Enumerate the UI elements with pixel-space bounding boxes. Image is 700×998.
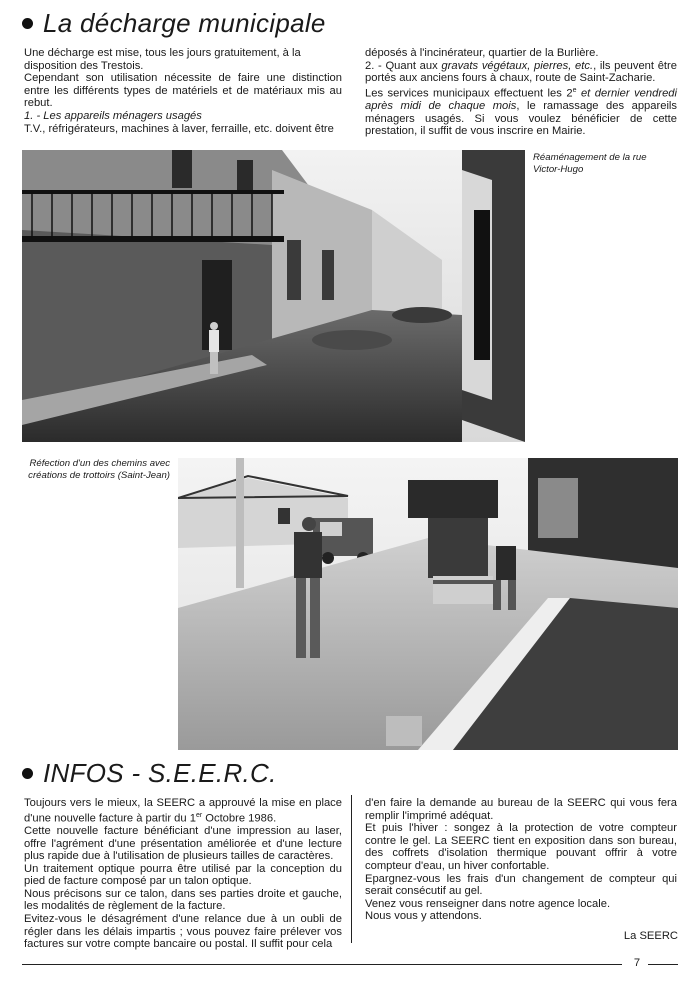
seerc-column-left	[24, 797, 342, 951]
footer-rule-right	[648, 964, 678, 965]
seerc-talon: Nous précisons sur ce talon, dans ses parties droite et gauche, les modalités de règlement de la facture.	[24, 887, 342, 913]
decharge-ramassage: Les services municipaux effectuent les 2e et dernier vendredi après midi de chaque mois, le ramassage des appareils ménagers usagés. Si vous voulez bénéficier de cette prestation, il suffit de vous inscrire en Mairie.	[365, 86, 678, 138]
seerc-nouvelle-facture: Toujours vers le mieux, la SEERC a approuvé la mise en place d'une nouvelle facture à partir du 1er Octobre 1986.	[24, 797, 342, 825]
street-works-photo	[22, 150, 525, 442]
seerc-hiver: Et puis l'hiver : songez à la protection de votre compteur contre le gel. La SEERC tient en exposition dans son bureau, des coffrets d'isolation thermique pouvant offrir à votre compteur d'eau, un hiver confortable.	[365, 822, 677, 872]
seerc-renseigner: Venez vous renseigner dans notre agence locale.	[365, 897, 611, 910]
seerc-impression-laser: Cette nouvelle facture bénéficiant d'une impression au laser, offre l'agrément d'une présentation améliorée et d'une lecture plus rapide due à l'utilisation de plusieurs tailles de caractères.	[24, 824, 342, 863]
bullet-icon	[22, 768, 33, 779]
seerc-epargnez: Epargnez-vous les frais d'un changement de compteur qui serait consécutif au gel.	[365, 872, 677, 898]
photo-rue-victor-hugo	[22, 150, 525, 442]
bullet-icon	[22, 18, 33, 29]
seerc-relance: Evitez-vous le désagrément d'une relance due à un oubli de régler dans les délais impartis ; vous pouvez faire prélever vos factures sur votre compte bancaire ou postal. Il suffit pour cela	[24, 913, 342, 951]
decharge-column-right	[365, 47, 677, 138]
photo-saint-jean	[178, 458, 678, 750]
photo-caption-victor-hugo: Réaménagement de la rue Victor-Hugo	[533, 152, 647, 175]
decharge-item1-text: T.V., réfrigérateurs, machines à laver, ferraille, etc. doivent être	[24, 122, 334, 135]
footer-rule-left	[22, 964, 622, 965]
seerc-column-right	[365, 797, 677, 923]
section-title-decharge: La décharge municipale	[22, 8, 326, 39]
photo-caption-saint-jean: Réfection d'un des chemins avec créations de trottoirs (Saint-Jean)	[28, 458, 170, 481]
signature-la-seerc: La SEERC	[623, 930, 678, 942]
seerc-attendons: Nous vous y attendons.	[365, 910, 482, 923]
decharge-item1-heading: 1. - Les appareils ménagers usagés	[24, 109, 202, 122]
seerc-traitement-optique: Un traitement optique pourra être utilisé par la conception du pied de facture composé par un talon optique.	[24, 862, 342, 888]
decharge-item2: 2. - Quant aux gravats végétaux, pierres, etc., ils peuvent être portés aux anciens fours à chaux, route de Saint-Zacharie.	[365, 59, 677, 85]
decharge-distinction: Cependant son utilisation nécessite de faire une distinction entre les différents types de matériels et de matériaux mis au rebut.	[24, 72, 342, 110]
section-title-infos-seerc: INFOS - S.E.E.R.C.	[22, 758, 277, 789]
page-number: 7	[633, 957, 641, 969]
decharge-incinerateur: déposés à l'incinérateur, quartier de la Burlière.	[365, 47, 599, 59]
decharge-column-left	[24, 47, 342, 135]
seerc-demande: d'en faire la demande au bureau de la SEERC qui vous fera remplir l'imprimé adéquat.	[365, 797, 677, 822]
sidewalk-works-photo	[178, 458, 678, 750]
column-divider	[351, 795, 352, 943]
decharge-intro: Une décharge est mise, tous les jours gratuitement, à la disposition des Trestois.	[24, 47, 301, 72]
